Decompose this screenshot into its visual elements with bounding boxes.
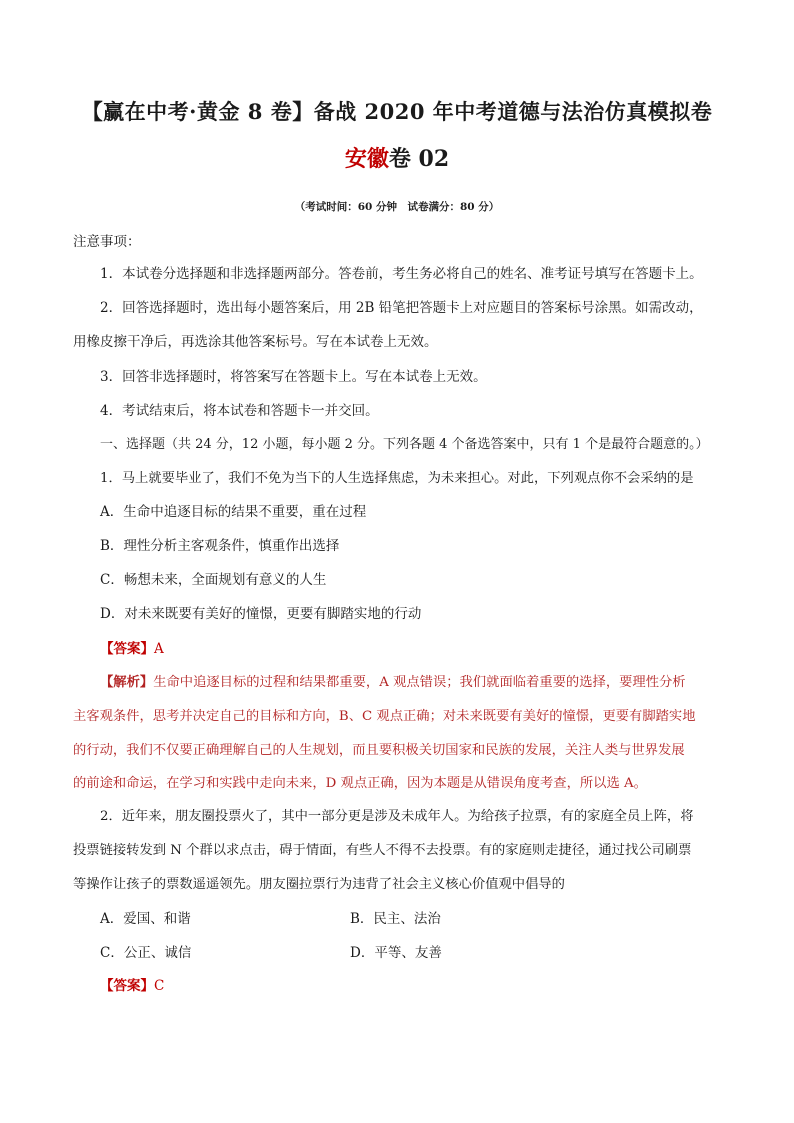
note-item: 用橡皮擦干净后，再选涂其他答案标号。写在本试卷上无效。 — [73, 334, 438, 350]
option-d: D．对未来既要有美好的憧憬，更要有脚踏实地的行动 — [100, 606, 422, 622]
notes-heading: 注意事项： — [73, 234, 141, 250]
document-subtitle — [0, 142, 794, 173]
explanation-text: 生命中追逐目标的过程和结果都重要，A 观点错误；我们就面临着重要的选择，要理性分析 — [153, 675, 686, 690]
note-item: 4．考试结束后，将本试卷和答题卡一并交回。 — [100, 403, 379, 419]
note-item: 2．回答选择题时，选出每小题答案后，用 2B 铅笔把答题卡上对应题目的答案标号涂黑。如需改动， — [100, 300, 703, 316]
answer-value: C — [154, 978, 165, 994]
answer-label: 【答案】 — [100, 641, 154, 657]
question-stem: 1．马上就要毕业了，我们不免为当下的人生选择焦虑，为未来担心。对此，下列观点你不会采纳的是 — [100, 471, 694, 486]
document-title: 【赢在中考·黄金 8 卷】备战 2020 年中考道德与法治仿真模拟卷 — [81, 99, 713, 124]
option-d: D．平等、友善 — [350, 945, 442, 961]
note-item: 1．本试卷分选择题和非选择题两部分。答卷前，考生务必将自己的姓名、准考证号填写在答题卡上。 — [100, 266, 703, 282]
option-a: A．生命中追逐目标的结果不重要，重在过程 — [100, 504, 367, 520]
option-c: C．畅想未来，全面规划有意义的人生 — [100, 572, 327, 588]
option-c: C．公正、诚信 — [100, 945, 192, 961]
explanation-line: 的行动，我们不仅要正确理解自己的人生规划，而且要积极关切国家和民族的发展，关注人类与世界发展 — [73, 743, 685, 758]
answer-label: 【答案】 — [100, 978, 154, 994]
subtitle-volume: 卷 02 — [388, 146, 450, 172]
answer-line — [100, 640, 164, 658]
note-item: 3．回答非选择题时，将答案写在答题卡上。写在本试卷上无效。 — [100, 369, 487, 385]
option-a: A．爱国、和谐 — [100, 911, 191, 927]
answer-line — [100, 977, 164, 995]
question-stem: 投票链接转发到 N 个群以求点击，碍于情面，有些人不得不去投票。有的家庭则走捷径，通过找公司刷票 — [73, 843, 692, 858]
option-b: B．理性分析主客观条件，慎重作出选择 — [100, 538, 340, 554]
section-heading: 一、选择题（共 24 分，12 小题，每小题 2 分。下列各题 4 个备选答案中，只有 1 个是最符合题意的。） — [100, 437, 709, 452]
answer-value: A — [154, 641, 164, 657]
explanation-line: 主客观条件，思考并决定自己的目标和方向，B、C 观点正确；对未来既要有美好的憧憬，更要有脚踏实地 — [73, 709, 696, 724]
question-stem: 等操作让孩子的票数遥遥领先。朋友圈拉票行为违背了社会主义核心价值观中倡导的 — [73, 877, 565, 892]
exam-info: （考试时间：60 分钟 试卷满分：80 分） — [294, 201, 500, 213]
explanation-line: 的前途和命运，在学习和实践中走向未来，D 观点正确，因为本题是从错误角度考查，所以选 A。 — [73, 776, 647, 791]
question-stem: 2．近年来，朋友圈投票火了，其中一部分更是涉及未成年人。为给孩子拉票，有的家庭全员上阵，将 — [100, 809, 694, 824]
subtitle-province: 安徽 — [344, 146, 389, 172]
explanation-line — [100, 674, 686, 692]
option-b: B．民主、法治 — [350, 911, 441, 927]
explanation-label: 【解析】 — [100, 675, 154, 690]
